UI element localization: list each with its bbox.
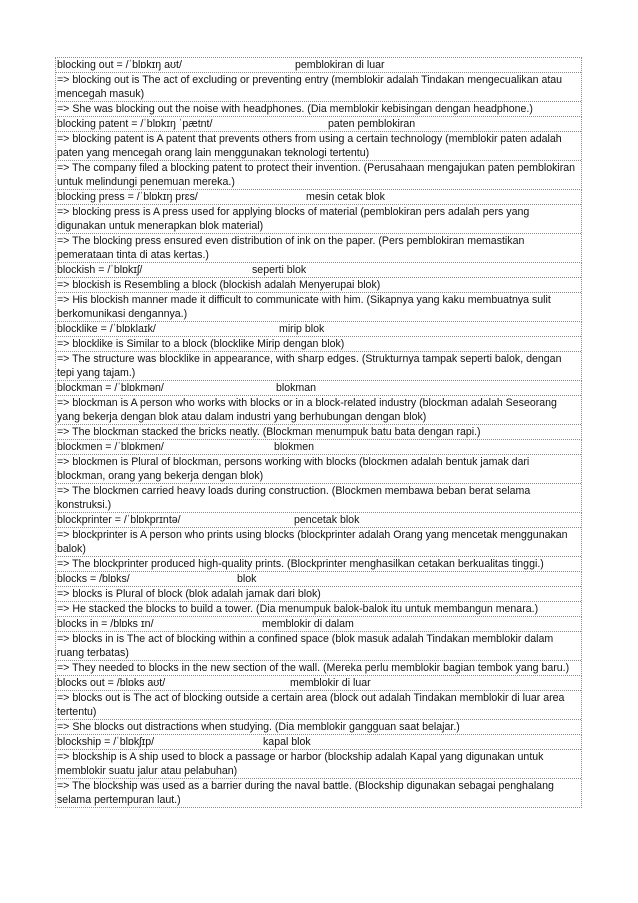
entry-term: blocks out = /blɒks aʊt/ <box>57 677 166 689</box>
entry-term: blockman = /ˈblɒkmən/ <box>57 382 164 394</box>
dictionary-entry <box>55 676 582 735</box>
entry-definition: => blockman is A person who works with blocks or in a block-related industry (blockman adalah Seseorang yang bekerja dengan blok atau dalam industri yang berhubungan dengan blok) <box>56 396 581 425</box>
entry-term: blocklike = /ˈblɒklaɪk/ <box>57 323 156 335</box>
entry-example: => His blockish manner made it difficult to communicate with him. (Sikapnya yang kaku membuatnya sulit berkomunikasi dengannya.) <box>57 294 551 320</box>
dictionary-entry <box>55 440 582 513</box>
dictionary-entry <box>55 322 582 381</box>
entry-example: => The blocking press ensured even distribution of ink on the paper. (Pers pemblokiran memastikan pemerataan tinta di atas kertas.) <box>57 235 525 261</box>
entry-header <box>56 617 581 632</box>
entry-example: => She was blocking out the noise with headphones. (Dia memblokir kebisingan dengan headphone.) <box>57 103 533 115</box>
entry-header <box>56 676 581 691</box>
dictionary-entry <box>55 617 582 676</box>
entry-header <box>56 322 581 337</box>
entry-translation: blokman <box>276 382 317 394</box>
entry-header <box>56 381 581 396</box>
dictionary-entry <box>55 190 582 263</box>
entry-definition: => blockprinter is A person who prints using blocks (blockprinter adalah Orang yang mencetak menggunakan balok) <box>56 528 581 557</box>
entry-translation: pemblokiran di luar <box>295 59 385 71</box>
entry-header <box>56 735 581 750</box>
dictionary-table <box>55 57 582 808</box>
dictionary-entry <box>55 117 582 190</box>
entry-translation: memblokir di dalam <box>262 618 354 630</box>
entry-definition: => blockmen is Plural of blockman, persons working with blocks (blockmen adalah bentuk jamak dari blockman, orang yang bekerja dengan blok) <box>56 455 581 484</box>
entry-definition: => blocks is Plural of block (blok adalah jamak dari blok) <box>56 587 581 602</box>
entry-term: blocks = /blɒks/ <box>57 573 130 585</box>
entry-term: blockmen = /ˈblɒkmen/ <box>57 441 164 453</box>
entry-term: blockprinter = /ˈblɒkprɪntə/ <box>57 514 181 526</box>
entry-translation: pencetak blok <box>294 514 360 526</box>
entry-term: blocking patent = /ˈblɒkɪŋ ˈpætnt/ <box>57 118 213 130</box>
entry-definition: => blockship is A ship used to block a passage or harbor (blockship adalah Kapal yang digunakan untuk memblokir suatu jalur atau pelabuhan) <box>56 750 581 779</box>
entry-translation: mirip blok <box>279 323 325 335</box>
entry-example: => They needed to blocks in the new section of the wall. (Mereka perlu memblokir bagian tembok yang baru.) <box>57 662 570 674</box>
dictionary-entry <box>55 263 582 322</box>
entry-example: => She blocks out distractions when studying. (Dia memblokir gangguan saat belajar.) <box>57 721 460 733</box>
entry-definition: => blocking press is A press used for applying blocks of material (pemblokiran pers adalah pers yang digunakan untuk menerapkan blok material) <box>56 205 581 234</box>
entry-header <box>56 117 581 132</box>
entry-term: blocks in = /blɒks ɪn/ <box>57 618 154 630</box>
dictionary-entry <box>55 57 582 117</box>
entry-example: => The blockmen carried heavy loads during construction. (Blockmen membawa beban berat selama konstruksi.) <box>57 485 531 511</box>
entry-translation: seperti blok <box>252 264 307 276</box>
entry-header <box>56 263 581 278</box>
entry-term: blockship = /ˈblɒkʃɪp/ <box>57 736 155 748</box>
dictionary-entry <box>55 381 582 440</box>
entry-definition: => blocks in is The act of blocking within a confined space (blok masuk adalah Tindakan memblokir dalam ruang terbatas) <box>56 632 581 661</box>
dictionary-entry <box>55 513 582 572</box>
dictionary-entry <box>55 572 582 617</box>
entry-translation: mesin cetak blok <box>306 191 385 203</box>
entry-example: => The blockprinter produced high-quality prints. (Blockprinter menghasilkan cetakan berkualitas tinggi.) <box>57 558 544 570</box>
entry-definition: => blockish is Resembling a block (blockish adalah Menyerupai blok) <box>56 278 581 293</box>
entry-example: => The structure was blocklike in appearance, with sharp edges. (Strukturnya tampak seperti balok, dengan tepi yang tajam.) <box>57 353 562 379</box>
entry-term: blocking out = /ˈblɒkɪŋ aʊt/ <box>57 59 182 71</box>
entry-term: blocking press = /ˈblɒkɪŋ prɛs/ <box>57 191 198 203</box>
entry-translation: blokmen <box>274 441 315 453</box>
entry-header <box>56 58 581 73</box>
entry-example: => The company filed a blocking patent to protect their invention. (Perusahaan mengajukan paten pemblokiran untuk melindungi penemuan mereka.) <box>57 162 576 188</box>
entry-definition: => blocks out is The act of blocking outside a certain area (block out adalah Tindakan memblokir di luar area tertentu) <box>56 691 581 720</box>
entry-header <box>56 190 581 205</box>
dictionary-entry <box>55 735 582 808</box>
entry-translation: paten pemblokiran <box>328 118 416 130</box>
entry-example: => The blockship was used as a barrier during the naval battle. (Blockship digunakan sebagai penghalang selama pertempuran laut.) <box>57 780 554 806</box>
entry-definition: => blocking patent is A patent that prevents others from using a certain technology (memblokir paten adalah paten yang mencegah orang lain menggunakan teknologi tertentu) <box>56 132 581 161</box>
entry-example: => He stacked the blocks to build a tower. (Dia menumpuk balok-balok itu untuk membangun menara.) <box>57 603 539 615</box>
entry-example: => The blockman stacked the bricks neatly. (Blockman menumpuk batu bata dengan rapi.) <box>57 426 481 438</box>
entry-definition: => blocking out is The act of excluding or preventing entry (memblokir adalah Tindakan mengecualikan atau mencegah masuk) <box>56 73 581 102</box>
entry-header <box>56 572 581 587</box>
entry-translation: blok <box>237 573 257 585</box>
entry-translation: memblokir di luar <box>290 677 371 689</box>
entry-translation: kapal blok <box>263 736 311 748</box>
entry-term: blockish = /ˈblɒkɪʃ/ <box>57 264 143 276</box>
entry-definition: => blocklike is Similar to a block (blocklike Mirip dengan blok) <box>56 337 581 352</box>
entry-header <box>56 440 581 455</box>
entry-header <box>56 513 581 528</box>
